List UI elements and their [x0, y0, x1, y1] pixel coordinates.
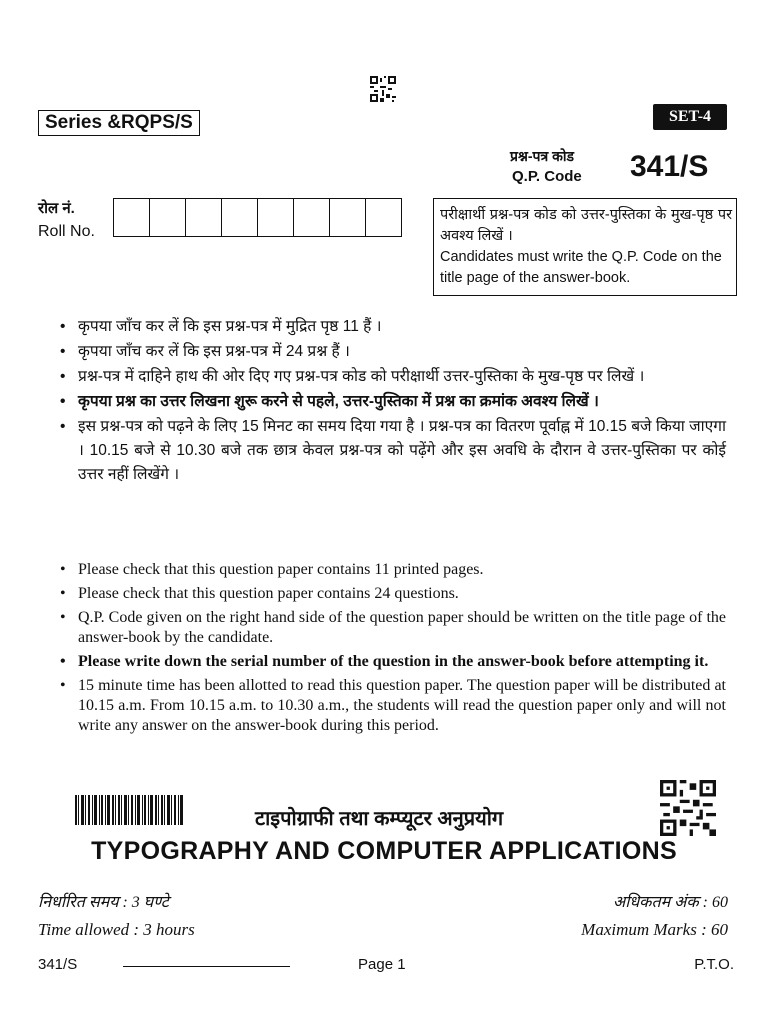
- instructions-english: [58, 560, 726, 740]
- series-label: Series &RQPS/S: [38, 110, 200, 136]
- instruction-item: [58, 584, 726, 604]
- set-badge: SET-4: [653, 104, 727, 130]
- roll-digit-box[interactable]: [186, 199, 222, 236]
- roll-digit-box[interactable]: [150, 199, 186, 236]
- note-english: Candidates must write the Q.P. Code on the title page of the answer-book.: [440, 249, 722, 286]
- roll-digit-box[interactable]: [330, 199, 366, 236]
- instruction-text: Please check that this question paper contains 11 printed pages.: [78, 561, 484, 578]
- instruction-text: कृपया प्रश्न का उत्तर लिखना शुरू करने से पहले, उत्तर-पुस्तिका में प्रश्न का क्रमांक अवश्य लिखें ।: [78, 393, 599, 410]
- roll-digit-box[interactable]: [114, 199, 150, 236]
- barcode-icon: [75, 795, 185, 825]
- roll-digit-box[interactable]: [294, 199, 330, 236]
- bullet-icon: •: [60, 368, 66, 385]
- instruction-item: [58, 676, 726, 736]
- maximum-marks-hindi: अधिकतम अंक : 60: [612, 894, 728, 911]
- bullet-icon: •: [60, 561, 66, 578]
- qr-code-icon: [370, 76, 396, 102]
- footer-divider: [123, 966, 290, 967]
- instruction-text: कृपया जाँच कर लें कि इस प्रश्न-पत्र में मुद्रित पृष्ठ 11 हैं ।: [78, 318, 382, 335]
- bullet-icon: •: [60, 609, 66, 626]
- bullet-icon: •: [60, 418, 66, 435]
- instruction-text: Please write down the serial number of the question in the answer-book before attempting it.: [78, 653, 709, 670]
- candidate-note-box: [433, 198, 737, 296]
- bullet-icon: •: [60, 653, 66, 670]
- roll-digit-box[interactable]: [258, 199, 294, 236]
- instruction-text: कृपया जाँच कर लें कि इस प्रश्न-पत्र में 24 प्रश्न हैं ।: [78, 343, 350, 360]
- bullet-icon: •: [60, 343, 66, 360]
- instruction-item-hindi: [58, 315, 726, 339]
- instruction-text: इस प्रश्न-पत्र को पढ़ने के लिए 15 मिनट का समय दिया गया है । प्रश्न-पत्र का वितरण पूर्वाह्न में 10.15 बजे किया जाएगा । 10.15 बजे से 10.30 बजे तक छात्र केवल प्रश्न-पत्र को पढ़ेंगे और इस अवधि के दौरान वे उत्तर-पुस्तिका पर कोई उत्तर नहीं लिखेंगे ।: [78, 418, 726, 483]
- instruction-item: [58, 560, 726, 580]
- note-hindi: परीक्षार्थी प्रश्न-पत्र कोड को उत्तर-पुस्तिका के मुख-पृष्ठ पर अवश्य लिखें ।: [440, 207, 732, 244]
- instruction-text: Q.P. Code given on the right hand side of the question paper should be written on the title page of the answer-book by the candidate.: [78, 609, 726, 646]
- instruction-item: [58, 652, 726, 672]
- qp-code-label-hindi: प्रश्न-पत्र कोड: [510, 148, 574, 164]
- roll-number-boxes: [113, 198, 402, 237]
- roll-label-hindi: रोल नं.: [38, 200, 75, 217]
- page-number: Page 1: [358, 956, 406, 973]
- bullet-icon: •: [60, 393, 66, 410]
- subject-title: TYPOGRAPHY AND COMPUTER APPLICATIONS: [91, 837, 677, 865]
- maximum-marks: Maximum Marks : 60: [581, 920, 728, 939]
- instruction-text: प्रश्न-पत्र में दाहिने हाथ की ओर दिए गए प्रश्न-पत्र कोड को परीक्षार्थी उत्तर-पुस्तिका के मुख-पृष्ठ पर लिखें ।: [78, 368, 645, 385]
- time-allowed: Time allowed : 3 hours: [38, 920, 195, 939]
- pto-label: P.T.O.: [694, 956, 734, 973]
- bullet-icon: •: [60, 318, 66, 335]
- instruction-text: Please check that this question paper contains 24 questions.: [78, 585, 459, 602]
- roll-digit-box[interactable]: [366, 199, 401, 236]
- footer-qp-code: 341/S: [38, 956, 78, 973]
- instruction-item: [58, 608, 726, 648]
- instruction-item-hindi: [58, 415, 726, 487]
- instruction-item-hindi: [58, 390, 726, 414]
- qr-code-icon: [660, 780, 716, 836]
- instruction-item-hindi: [58, 365, 726, 389]
- qp-code-value: 341/S: [630, 150, 709, 183]
- qp-code-label: Q.P. Code: [512, 168, 582, 185]
- roll-label: Roll No.: [38, 223, 95, 240]
- roll-digit-box[interactable]: [222, 199, 258, 236]
- instruction-text: 15 minute time has been allotted to read this question paper. The question paper will be distributed at 10.15 a.m. From 10.15 a.m. to 10.30 a.m., the students will read the question paper only and will not write any answer on the answer-book during this period.: [78, 677, 726, 734]
- instruction-item-hindi: [58, 340, 726, 364]
- subject-title-hindi: टाइपोग्राफी तथा कम्प्यूटर अनुप्रयोग: [255, 808, 504, 830]
- instructions-hindi: [58, 315, 726, 488]
- bullet-icon: •: [60, 585, 66, 602]
- time-allowed-hindi: निर्धारित समय : 3 घण्टे: [38, 894, 169, 911]
- bullet-icon: •: [60, 677, 66, 694]
